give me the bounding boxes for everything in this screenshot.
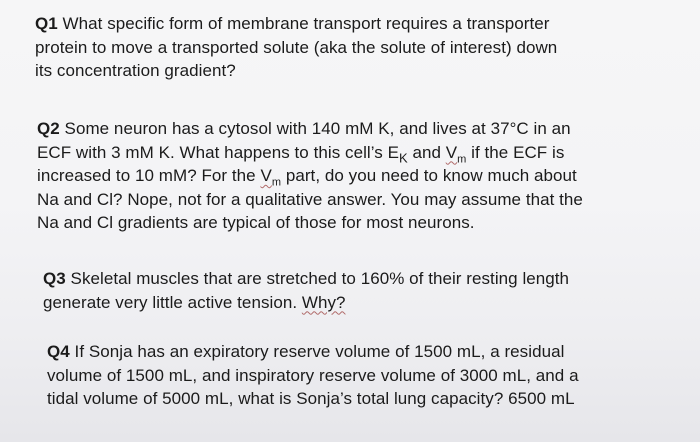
question-2-text-2a: ECF with 3 mM K. What happens to this cell’s E [37, 142, 399, 162]
vm-subscript-1: m [457, 152, 467, 165]
question-4 [47, 340, 579, 411]
question-3-text-1: Skeletal muscles that are stretched to 160% of their resting length [65, 269, 570, 288]
vm-symbol-2 [260, 166, 282, 189]
question-3 [43, 267, 569, 314]
question-2-text-3a: increased to 10 mM? For the [37, 166, 261, 185]
vm-subscript-2: m [271, 176, 282, 189]
question-4-line-3: tidal volume of 5000 mL, what is Sonja’s total lung capacity? 6500 mL [47, 389, 575, 408]
question-2-line-3 [37, 164, 583, 188]
question-1 [35, 12, 557, 83]
question-3-line-2 [43, 291, 569, 315]
question-2-text-1: Some neuron has a cytosol with 140 mM K, and lives at 37°C in an [59, 119, 571, 138]
question-4-text-1: If Sonja has an expiratory reserve volume of 1500 mL, a residual [69, 342, 565, 361]
question-3-text-2: generate very little active tension. [43, 292, 302, 312]
vm-symbol-1 [445, 142, 467, 165]
question-2 [37, 117, 583, 235]
question-4-line-1 [47, 340, 579, 364]
question-1-number: Q1 [35, 14, 58, 33]
vm-letter-2: V [260, 166, 272, 185]
question-2-text-2c: if the ECF is [466, 142, 565, 162]
ek-subscript: K [398, 149, 408, 165]
question-3-line-1 [43, 267, 569, 291]
question-2-line-1 [37, 117, 583, 141]
question-1-line-1 [35, 12, 557, 36]
question-2-line-4: Na and Cl? Nope, not for a qualitative answer. You may assume that the [37, 189, 583, 209]
vm-letter-1: V [445, 142, 458, 162]
question-2-line-5: Na and Cl gradients are typical of those for most neurons. [37, 213, 475, 232]
question-2-line-2 [37, 141, 583, 165]
question-4-line-2: volume of 1500 mL, and inspiratory reserve volume of 3000 mL, and a [47, 365, 579, 385]
question-3-number: Q3 [43, 269, 66, 288]
question-2-number: Q2 [37, 119, 60, 138]
why-word: Why? [301, 292, 346, 312]
question-1-line-3: its concentration gradient? [35, 61, 236, 80]
question-1-line-2: protein to move a transported solute (aka the solute of interest) down [35, 37, 558, 57]
question-2-text-2b: and [407, 142, 446, 162]
question-1-text-1: What specific form of membrane transport requires a transporter [57, 14, 550, 33]
question-4-number: Q4 [47, 342, 70, 361]
question-2-text-3b: part, do you need to know much about [281, 166, 577, 185]
